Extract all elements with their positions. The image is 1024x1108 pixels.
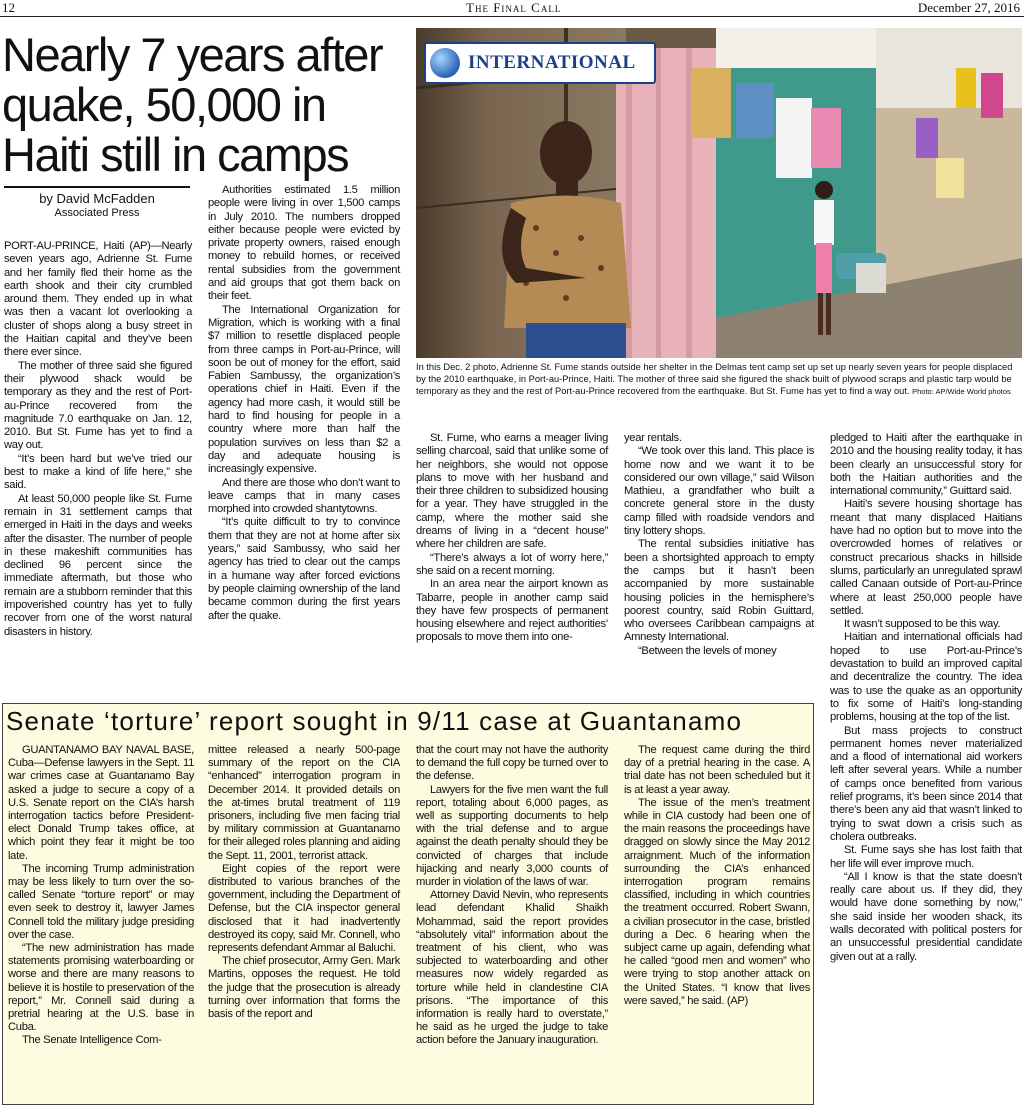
article-column-1 — [4, 240, 192, 639]
article-paragraph: “There’s always a lot of worry here,” she said on a recent morning. — [416, 551, 608, 577]
article-paragraph: St. Fume says she has lost faith that her life will ever improve much. — [830, 844, 1022, 870]
sidebar-paragraph: Eight copies of the report were distributed to various branches of the government, including the Department of Defense, but the CIA inspector general disclosed that it had inadvertently destroyed its copy, said Mr. Connell, who represents defendant Ammar al Baluchi. — [208, 862, 400, 955]
publication-name: The Final Call — [466, 0, 562, 15]
article-photo — [416, 28, 1022, 358]
article-column-3 — [416, 432, 608, 645]
article-column-2 — [208, 184, 400, 623]
article-paragraph: The rental subsidies initiative has been a shortsighted approach to empty the camps but it hasn’t been accompanied by more sustainable housing policies in the hemisphere’s poorest country, said Robin Guittard, who oversees Caribbean campaigns at Amnesty International. — [624, 538, 814, 644]
sidebar-column-1 — [8, 744, 194, 1048]
article-paragraph: Haitian and international officials had hoped to use Port-au-Prince’s devastation to build an improved capital and decentralize the country. The idea was to use the quake as an opportunity to fix some of Haiti’s long-standing problems, housing at the top of the list. — [830, 631, 1022, 724]
article-paragraph: “It’s quite difficult to try to convince them that they are not at home after six years,” said Sambussy, who said her agency has tried to clear out the camps in a humane way after forced evictions by people claiming ownership of the land became common during the first years after the quake. — [208, 516, 400, 622]
article-paragraph: PORT-AU-PRINCE, Haiti (AP)—Nearly seven years ago, Adrienne St. Fume and her family fled their home as the earth shook and their city crumbled around them. They ended up in what was then a vacant lot overlooking a cluster of shops along a busy street in the Haitian capital and they’ve been there ever since. — [4, 240, 192, 359]
issue-date: December 27, 2016 — [917, 0, 1020, 15]
sidebar-paragraph: Attorney David Nevin, who represents lead defendant Khalid Shaikh Mohammad, said the report provides “absolutely vital” information about the treatment of his client, who was subjected to waterboarding and other measures now widely regarded as torture while held in clandestine CIA prisons. “The importance of this information is really hard to overstate,” he said as he urged the judge to take action before the January inauguration. — [416, 889, 608, 1047]
article-headline: Nearly 7 years after quake, 50,000 in Haiti still in camps — [2, 28, 383, 181]
sidebar-paragraph: The chief prosecutor, Army Gen. Mark Martins, opposes the request. He told the judge that the prosecution is already turning over information that forms the basis of the report and — [208, 955, 400, 1021]
sidebar-paragraph: The issue of the men’s treatment while in CIA custody had been one of the main reasons the proceedings have dragged on slowly since the May 2012 arraignment. Much of the information surrounding the CIA’s enhanced interrogation program remains classified, including in which countries the treatment occurred. Robert Swann, a civilian prosecutor in the case, bristled during a Dec. 6 hearing when the subject came up again, defending what he called “good men and women” who were trying to stop another attack on the United States. “I know that lives were saved,” he said. (AP) — [624, 796, 810, 1007]
sidebar-paragraph: The incoming Trump administration may be less likely to turn over the so-called Senate “torture report” or may even seek to destroy it, lawyer James Connell told the military judge presiding over the case. — [8, 862, 194, 941]
sidebar-paragraph: Lawyers for the five men want the full report, totaling about 6,000 pages, as well as supporting documents to help with the trial defense and to argue against the death penalty should they be convicted of charges that include hijacking and nearly 3,000 counts of murder in violation of the laws of war. — [416, 783, 608, 889]
article-paragraph: “We took over this land. This place is home now and we want it to be considered our own village,” said Wilson Mathieu, a grandfather who built a concrete general store in the dusty camp filled with roadside vendors and tiny lottery shops. — [624, 445, 814, 538]
byline-agency: Associated Press — [54, 207, 140, 219]
caption-text: In this Dec. 2 photo, Adrienne St. Fume stands outside her shelter in the Delmas tent camp set up set up nearly seven years for people displaced by the 2010 earthquake, in Port-au-Prince, Haiti. The mother of three said she figured the shack built of plywood scraps and plastic tarp would be temporary as they and the rest of Port-au-Prince recovered from the earthquake. But St. Fume has yet to find a way out. — [416, 362, 1013, 396]
sidebar-column-2 — [208, 744, 400, 1021]
byline-rule — [4, 186, 190, 188]
article-paragraph: But mass projects to construct permanent homes never materialized and a flood of international aid workers left after several years. While a number of camps once benefited from various relief programs, it’s been since 2014 that there’s been any aid that wasn’t linked to trying to swat down a crisis such as cholera outbreaks. — [830, 724, 1022, 843]
byline — [4, 192, 190, 220]
section-badge — [424, 42, 656, 84]
article-paragraph: And there are those who don’t want to leave camps that in many cases morphed into crowded shantytowns. — [208, 476, 400, 516]
article-paragraph: Haiti’s severe housing shortage has meant that many displaced Haitians have had no option but to move into the overcrowded homes of relatives or construct precarious shacks in hillside slums, particularly an unregulated sprawl called Canaan outside of Port-au-Prince where at least 250,000 people have settled. — [830, 498, 1022, 617]
article-paragraph: At least 50,000 people like St. Fume remain in 31 settlement camps that emerged in Haiti in the days and weeks after the disaster. The number of people in these makeshift communities has declined 96 percent since the immediate aftermath, but those who remain are a stubborn reminder that this impoverished country has yet to fully recover from one of the worst natural disasters in history. — [4, 492, 192, 638]
sidebar-paragraph: mittee released a nearly 500-page summary of the report on the CIA “enhanced” interrogation program in December 2014. It provided details on the at-times brutal treatment of 119 prisoners, including five men facing trial by military commission at Guantanamo for their alleged roles planning and aiding the Sept. 11, 2001, terrorist attack. — [208, 744, 400, 862]
article-paragraph: St. Fume, who earns a meager living selling charcoal, said that unlike some of her neighbors, she would not oppose plans to move with her husband and their three children to subsidized housing for a year. They have struggled in the camp, where the mother said she dreams of living in a “decent house” where her children are safe. — [416, 432, 608, 551]
photo-credit: Photo: AP/Wide World photos — [912, 387, 1011, 396]
running-head — [0, 0, 1024, 17]
article-paragraph: “All I know is that the state doesn’t really care about us. If they did, they would have done something by now,” she said inside her wooden shack, its walls decorated with political posters for an unsuccessful presidential candidate given out at a rally. — [830, 870, 1022, 963]
article-column-5 — [830, 432, 1022, 964]
article-paragraph: year rentals. — [624, 432, 682, 444]
article-paragraph: Authorities estimated 1.5 million people were living in over 1,500 camps in July 2010. The numbers dropped either because people were evicted by private property owners, raised enough money to rebuild homes, or received rental subsidies from the government and aid groups that got them back on their feet. — [208, 184, 400, 303]
article-paragraph: In an area near the airport known as Tabarre, people in another camp said they have few prospects of permanent housing elsewhere and reject authorities’ proposals to move them into one- — [416, 578, 608, 644]
article-paragraph: “It’s been hard but we’ve tried our best to make a kind of life here,” she said. — [4, 452, 192, 492]
sidebar-paragraph: The Senate Intelligence Com- — [22, 1034, 162, 1047]
sidebar-paragraph: that the court may not have the authority to demand the full copy be turned over to the defense. — [416, 744, 608, 783]
photo-caption — [416, 361, 1022, 398]
article-paragraph: It wasn’t supposed to be this way. — [844, 618, 1001, 631]
section-badge-label: INTERNATIONAL — [468, 52, 636, 73]
sidebar-paragraph: GUANTANAMO BAY NAVAL BASE, Cuba—Defense lawyers in the Sept. 11 war crimes case at Guantanamo Bay asked a judge to secure a copy of a U.S. Senate report on the CIA’s harsh interrogation tactics before President-elect Donald Trump takes office, at which point they fear it might be too late. — [8, 744, 194, 862]
sidebar-paragraph: The request came during the third day of a pretrial hearing in the case. A trial date has not been scheduled but it is at least a year away. — [624, 744, 810, 796]
article-paragraph: The mother of three said she figured their plywood shack would be temporary as they and the rest of Port-au-Prince recovered from the magnitude 7.0 earthquake on Jan. 12, 2010. But St. Fume has yet to find a way out. — [4, 359, 192, 452]
article-paragraph: The International Organization for Migration, which is working with a final $7 million to resettle displaced people from three camps in Port-au-Prince, will soon be out of money for the effort, said Fabien Sambussy, the organization’s operations chief in Haiti. Even if the agency had more cash, it would still be hard to find housing for people in a country where more than half the population survives on less than $2 a day and adequate housing is increasingly expensive. — [208, 303, 400, 476]
page-number: 12 — [2, 0, 15, 15]
sidebar-column-4 — [624, 744, 810, 1008]
globe-icon — [430, 48, 460, 78]
byline-author: by David McFadden — [39, 191, 155, 206]
article-paragraph: pledged to Haiti after the earthquake in 2010 and the housing reality today, it has been clearly an unsuccessful story for both the Haitian authorities and the international community,” Guittard said. — [830, 432, 1022, 498]
article-column-4 — [624, 432, 814, 658]
sidebar-headline: Senate ‘torture’ report sought in 9/11 case at Guantanamo — [6, 706, 743, 736]
sidebar-column-3 — [416, 744, 608, 1048]
sidebar-paragraph: “The new administration has made statements promising waterboarding or worse and there are many reasons to believe it is hostile to preservation of the report,” Mr. Connell said during a pretrial hearing at the U.S. base in Cuba. — [8, 942, 194, 1034]
article-paragraph: “Between the levels of money — [638, 644, 777, 657]
